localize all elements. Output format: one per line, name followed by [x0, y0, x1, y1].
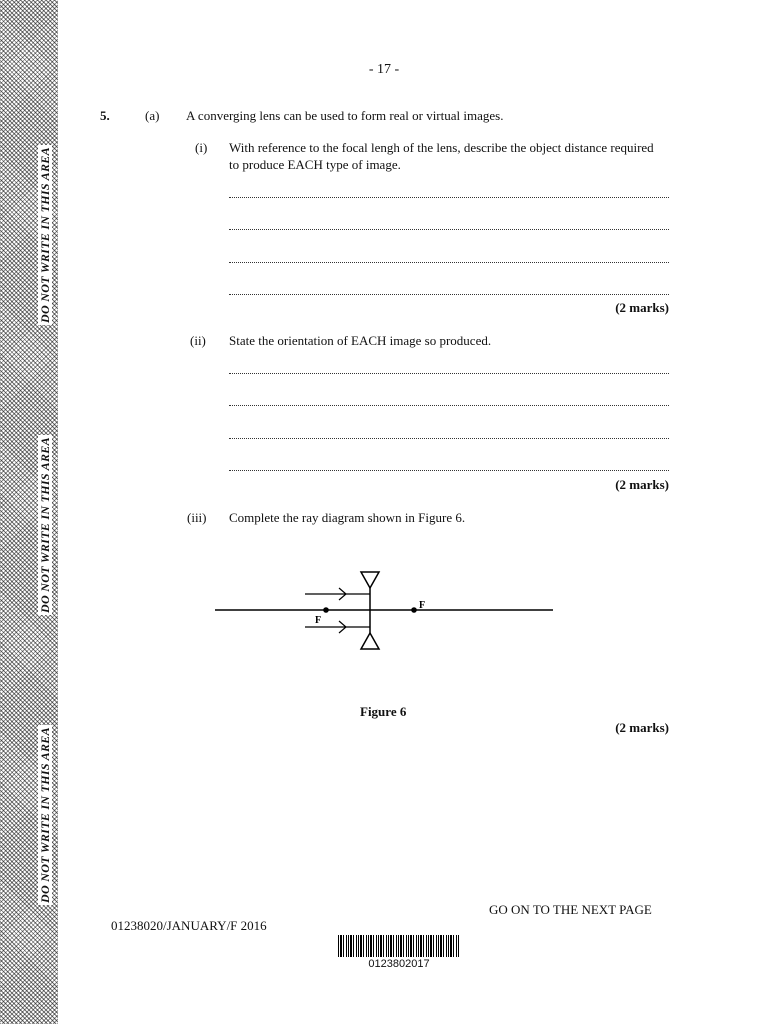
figure-caption: Figure 6: [360, 704, 407, 719]
lens-bottom-arrowhead: [361, 633, 379, 649]
sub-ii-label: (ii): [190, 333, 206, 348]
sub-iii-marks: (2 marks): [615, 720, 669, 735]
part-a-text: A converging lens can be used to form real or virtual images.: [186, 108, 504, 123]
next-page-note: GO ON TO THE NEXT PAGE: [489, 902, 652, 917]
part-a-label: (a): [145, 108, 160, 123]
sub-iii-label: (iii): [187, 510, 207, 525]
sub-i-marks: (2 marks): [615, 300, 669, 315]
page-number: - 17 -: [368, 62, 400, 77]
barcode-number: 0123802017: [368, 958, 430, 970]
focal-point-right: [411, 607, 417, 613]
sub-ii-text: State the orientation of EACH image so produced.: [229, 333, 492, 348]
sub-ii-marks: (2 marks): [615, 477, 669, 492]
margin-warning-middle: DO NOT WRITE IN THIS AREA: [38, 437, 52, 613]
sub-i-text-line1: With reference to the focal lengh of the lens, describe the object distance required: [229, 140, 654, 155]
margin-warning-top: DO NOT WRITE IN THIS AREA: [38, 147, 52, 323]
focal-label-left: F: [315, 615, 322, 626]
sub-i-label: (i): [195, 140, 208, 155]
margin-warning-bottom: DO NOT WRITE IN THIS AREA: [38, 727, 52, 903]
lens-top-arrowhead: [361, 572, 379, 588]
sub-i-text-line2: to produce EACH type of image.: [229, 157, 401, 172]
barcode: [338, 935, 460, 957]
question-number: 5.: [100, 108, 110, 123]
sub-iii-text: Complete the ray diagram shown in Figure 6.: [229, 510, 466, 525]
focal-label-right: F: [419, 600, 426, 611]
focal-point-left: [323, 607, 329, 613]
paper-code: 01238020/JANUARY/F 2016: [111, 918, 267, 933]
